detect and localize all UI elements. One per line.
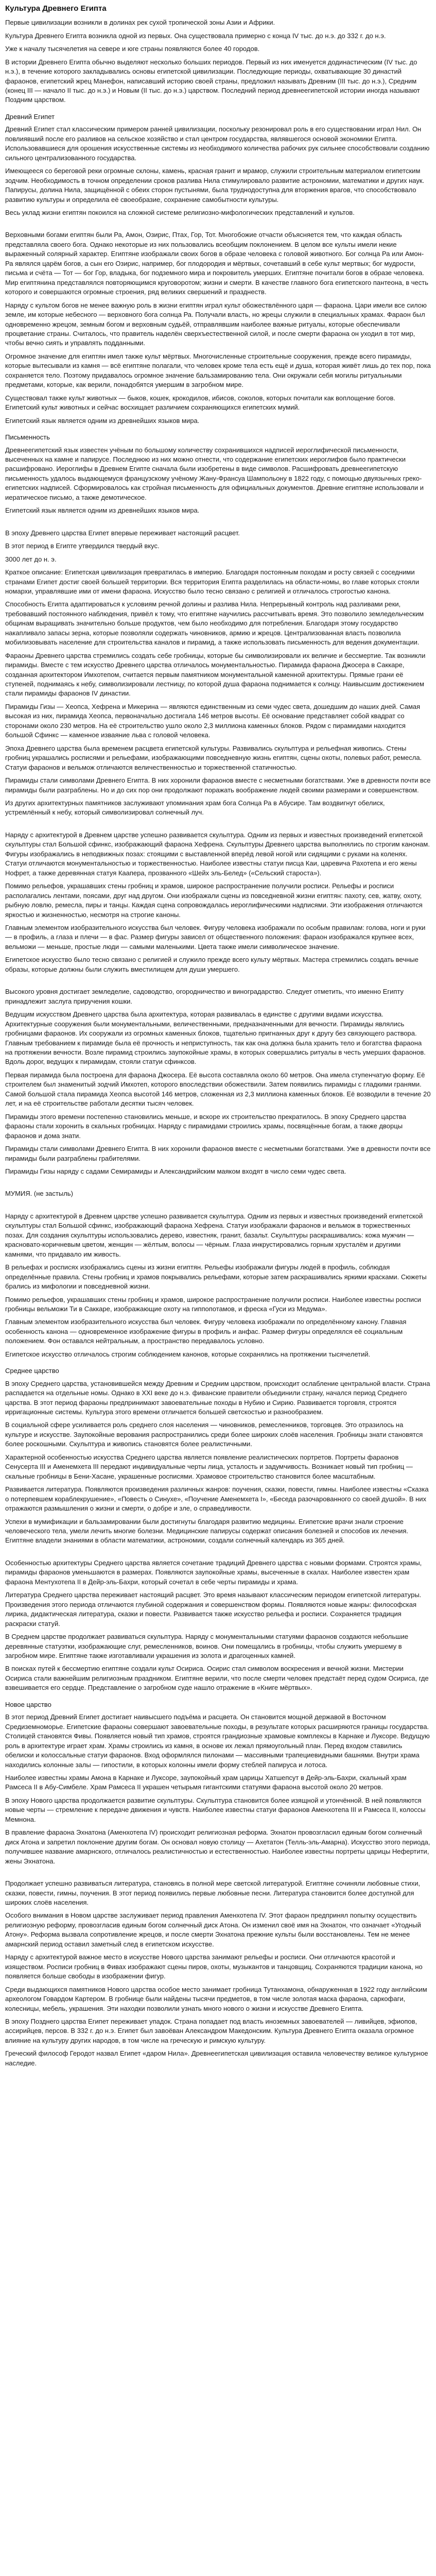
section-paragraph: Развивается литература. Появляются произведения различных жанров: поучения, сказки, повести, гимны. Наиболее известны «Сказка о потерпевшем кораблекрушение», «Повесть о Синухе», «Поучение Аменемхета I», «Беседа разочарованного со своей душой». В них отражаются размышления о жизни и смерти, о добре и зле, о справедливости.: [5, 1485, 429, 1513]
section-paragraph: Весь уклад жизни египтян покоился на сложной системе религиозно-мифологических представлений и культов.: [5, 209, 355, 216]
section-paragraph: В правление фараона Эхнатона (Аменхотепа IV) происходит религиозная реформа. Эхнатон провозгласил единым богом солнечный диск Атона и запретил поклонение другим богам. Он основал новую столицу — Ахетатон (Телль-эль-Амарна). Искусство этого периода, получившее название амарнского, отличалось реалистичностью и естественностью. Наиболее известны портреты царицы Нефертити, жены Эхнатона.: [5, 1828, 430, 1865]
section-paragraph: Египетский язык является одним из древнейших языков мира.: [5, 416, 200, 425]
section-paragraph: Древний Египет стал классическим примером ранней цивилизации, поскольку резонировал роль в его существовании играл Нил. Он повлиявший после его разливов на сельское хозяйство и стал центром государства, являвшегося основой экономики Египта. Использовавшиеся для орошения искусственные системы из необходимого количества рабочих рук сильнее способствовали созданию сильного централизованного государства.: [5, 125, 430, 162]
section-paragraph: Главным элементом изобразительного искусства был человек. Фигуру человека изображали по определённому канону. Главная особенность канона — одновременное изображение фигуры в профиль и анфас. Размер фигуры определялся её социальным положением. Фон оставался нейтральным, а пространство передавалось условно.: [5, 1318, 407, 1345]
section-paragraph: В эпоху Нового царства продолжается развитие скульптуры. Скульптура становится более изящной и утончённой. В ней появляются новые черты — стремление к передаче движения и чувств. Наиболее известны статуи фараонов Аменхотепа III и Рамсеса II, колоссы Мемнона.: [5, 1796, 426, 1823]
content-section: [5, 433, 431, 516]
section-paragraph: В эпоху Древнего царства Египет впервые переживает настоящий расцвет.: [5, 529, 240, 537]
document-title: Культура Древнего Египта: [5, 4, 107, 13]
section-heading: Древний Египет: [5, 112, 55, 121]
content-section: [5, 1202, 431, 1359]
section-paragraph: Египетское искусство было тесно связано с религией и служило прежде всего культу мёртвых. Мастера стремились создать вечные образы, которые должны были служить вместилищем для души умершего.: [5, 956, 418, 973]
section-paragraph: Среди выдающихся памятников Нового царства особое место занимает гробница Тутанхамона, обнаруженная в 1922 году английским археологом Говардом Картером. В гробнице были найдены тысячи предметов, в том числе золотая маска фараона, саркофаги, колесницы, мебель, украшения. Эти находки позволили узнать много нового о жизни и искусстве Древнего Египта.: [5, 1985, 427, 2012]
section-paragraph: Наряду с архитектурой в Древнем царстве успешно развивается скульптура. Одним из первых и известных произведений египетской скульптуры стал Большой сфинкс, изображающий фараона Хефрена. Скульптуры Древнего царства выполнялись по строгим канонам. Фигуры изображались в неподвижных позах: стоящими с выставленной вперёд левой ногой или сидящими с руками на коленях. Статуи отличаются монументальностью и торжественностью. Наиболее известны статуи писца Каи, царевича Рахотепа и его жены Нофрет, а также деревянная статуя Каапера, прозванного «Шейх эль-Белед» («Сельский староста»).: [5, 831, 430, 877]
content-section: [5, 1700, 431, 1866]
section-paragraph: Верховными богами египтян были Ра, Амон, Озирис, Птах, Гор, Тот. Многобожие отчасти объясняется тем, что каждая область представляла своего бога. Однако некоторые из них пользовались всеобщим поклонением. В целом все культы имели некие выраженный солярный характер. Египтяне изображали своих богов в образе человека с головой животного. Бог солнца Ра или Амон-Ра являлся царём богов, а сын его Озирис, например, бог плодородия и мёртвых, сочетавший в себе культ мертвых; бог мудрости, письма и счёта — Тот — бог Гор, владыка, бог подземного мира и покровитель умерших. Египтяне почитали богов в образе человека. Мир египтянина представлялся повторяющимся круговоротом; жизни и смерти. В качестве главного бога египетского пантеона, в честь которого и совершаются огромные строения, ряд великих свершений и празднеств.: [5, 231, 428, 296]
section-spacer: [5, 519, 431, 529]
section-paragraph: Пирамиды Гизы наряду с садами Семирамиды и Александрийским маяком входят в число семи чудес света.: [5, 1167, 346, 1175]
section-spacer: [5, 1202, 431, 1212]
section-paragraph: В рельефах и росписях изображались сцены из жизни египтян. Рельефы изображали фигуры людей в профиль, соблюдая определённые правила. Стены гробниц и храмов покрывались рельефами, которые затем раскрашивались яркими красками. Сюжеты брались из мифологии и повседневной жизни.: [5, 1263, 427, 1291]
section-spacer: [5, 1870, 431, 1879]
content-section: [5, 519, 431, 818]
section-paragraph: Особого внимания в Новом царстве заслуживает период правления Аменхотепа IV. Этот фараон предпринял попытку осуществить религиозную реформу, провозгласив единым богом солнечный диск Атона. Он изменил своё имя на Эхнатон, что означает «Угодный Атону». Реформа вызвала сопротивление жрецов, и после смерти Эхнатона прежние культы были восстановлены. Тем не менее амарнский период оставил заметный след в египетском искусстве.: [5, 1911, 421, 1948]
section-paragraph: Способность Египта адаптироваться к условиям речной долины и разлива Нила. Непрерывный контроль над разливами реки, требовавший постоянного наблюдения, привёл к тому, что египтяне научились рассчитывать время. Это позволило земледельческим общинам выращивать значительно больше продуктов, чем было необходимо для потребления. Благодаря этому государство накапливало запасы зерна, которые позволяли содержать чиновников, армию и жрецов. Централизованная власть позволила мобилизовывать население для строительства каналов и пирамид, а также использовать письменность для ведения документации.: [5, 600, 424, 647]
section-paragraph: Пирамиды стали символами Древнего Египта. В них хоронили фараонов вместе с несметными богатствами. Уже в древности почти все пирамиды были разграблены грабителями.: [5, 1145, 431, 1162]
intro-paragraph: Культура Древнего Египта возникла одной из первых. Она существовала примерно с конца IV тыс. до н.э. до 332 г. до н.э.: [5, 31, 386, 40]
section-paragraph: Пирамиды стали символами Древнего Египта. В них хоронили фараонов вместе с несметными богатствами. Уже в древности почти все пирамиды были разграблены. Но и до сих пор они продолжают поражать воображение людей своими размерами и совершенством.: [5, 776, 431, 794]
section-spacer: [5, 221, 431, 230]
section-paragraph: Характерной особенностью искусства Среднего царства является появление реалистических портретов. Портреты фараонов Сенусерта III и Аменемхета III передают индивидуальные черты лица, усталость и задумчивость. Возникает новый тип гробниц — скальные гробницы в Бени-Хасане, украшенные росписями. Храмовое строительство становится более масштабным.: [5, 1453, 413, 1480]
section-paragraph: Из других архитектурных памятников заслуживают упоминания храм бога Солнца Ра в Абусире. Там воздвигнут обелиск, устремлённый к небу, который символизировал солнечный луч.: [5, 799, 385, 817]
section-paragraph: Огромное значение для египтян имел также культ мёртвых. Многочисленные строительные сооружения, прежде всего пирамиды, которые вытесывали из камня — всё египтяне полагали, что человек кроме тела есть ещё и душа, которая живёт лишь до тех пор, пока сохраняется тело. Поэтому придавалось огромное значение бальзамированию тела. Они окружали себя могилы ритуальными предметами, которые, как верили, понадобятся умершим в загробном мире.: [5, 352, 431, 389]
section-spacer: [5, 821, 431, 831]
section-paragraph: Особенностью архитектуры Среднего царства является сочетание традиций Древнего царства с новыми формами. Строятся храмы, пирамиды фараонов уменьшаются в размерах. Появляются заупокойные храмы, высеченные в скалах. Наиболее известен храм фараона Ментухотепа II в Дейр-эль-Бахри, который сочетал в себе черты пирамиды и храма.: [5, 1558, 422, 1586]
section-paragraph: Ведущим искусством Древнего царства была архитектура, которая развивалась в единстве с другими видами искусства. Архитектурные сооружения были монументальными, величественными, предназначенными для вечности. Пирамиды являлись гробницами фараонов. Их сооружали из огромных каменных блоков, тщательно пригнанных друг к другу без связующего раствора. Главным требованием к пирамиде была её прочность и неприступность, так как она должна была хранить тело и богатства фараона на протяжении вечности. Возле пирамид строились заупокойные храмы, в которых совершались ритуалы в честь умерших фараонов. Вдоль дорог, ведущих к пирамидам, стояли статуи сфинксов.: [5, 1010, 426, 1066]
section-paragraph: Наиболее известны храмы Амона в Карнаке и Луксоре, заупокойный храм царицы Хатшепсут в Дейр-эль-Бахри, скальный храм Рамсеса II в Абу-Симбеле. Храм Рамсеса II украшен четырьмя гигантскими статуями фараона высотой около 20 метров.: [5, 1773, 407, 1791]
section-paragraph: Существовал также культ животных — быков, кошек, крокодилов, ибисов, соколов, которых почитали как воплощение богов. Египетский культ животных и сейчас восхищает различием сохраняющихся египетских мумий.: [5, 394, 396, 412]
section-paragraph: В социальной сфере усиливается роль среднего слоя населения — чиновников, ремесленников, торговцев. Это отразилось на культуре и искусстве. Заупокойные верования распространились среди более широких слоёв населения. Гробницы знати становятся более роскошными. Скульптура и живопись становятся более реалистичными.: [5, 1421, 423, 1448]
section-paragraph: Имеющееся со береговой реки огромные склоны, камень, красная гранит и мрамор, служили строительным материалом египетским зодчим. Необходимость в точном определении сроков разлива Нила стимулировало развитие астрономии, математики и других наук. Папирусы, долина Нила, защищённой с обеих сторон пустынями, была труднодоступна для вторжения врагов, что способствовало развитию культуры и определила её своеобразие, сохранение самобытности культуры.: [5, 167, 425, 204]
intro-paragraph: В истории Древнего Египта обычно выделяют несколько больших периодов. Первый из них именуется додинастическим (IV тыс. до н.э.), в течение которого закладывались основы египетской цивилизации. Последующие периоды, охватывающие 30 династий фараонов, египетский жрец Манефон, написавший историю своей страны, предложил называть Древним (III тыс. до н.э.), Средним (конец III — начало II тыс. до н.э.) и Новым (II тыс. до н.э.) царством. Последний период древнеегипетской истории иногда называют Поздним царством.: [5, 58, 420, 104]
content-section: [5, 221, 431, 426]
section-paragraph: В эпоху Позднего царства Египет переживает упадок. Страна попадает под власть иноземных завоевателей — ливийцев, эфиопов, ассирийцев, персов. В 332 г. до н.э. Египет был завоёван Александром Македонским. Культура Древнего Египта оказала огромное влияние на культуру других народов, в том числе на греческую и римскую культуру.: [5, 2017, 417, 2044]
section-paragraph: Пирамиды Гизы — Хеопса, Хефрена и Микерина — являются единственным из семи чудес света, дошедшим до наших дней. Самая высокая из них, пирамида Хеопса, первоначально достигала 146 метров высоты. Её основание представляет собой квадрат со сторонами около 230 метров. На её строительство ушло около 2,3 миллиона каменных блоков. Рядом с пирамидами находится большой Сфинкс — каменное изваяние льва с головой человека.: [5, 702, 421, 739]
intro-paragraph: Уже к началу тысячелетия на севере и юге страны появляются более 40 городов.: [5, 45, 260, 53]
content-section: [5, 1870, 431, 2068]
section-paragraph: Краткое описание: Египетская цивилизация превратилась в империю. Благодаря постоянным походам и росту связей с соседними странами Египет достиг своей большей территории. Вся территория Египта разделилась на области-номы, во главе которых стояли номархи, управлявшие ими от имени фараона. Искусство было тесно связано с религией и отличалось строгостью канона.: [5, 568, 420, 595]
section-paragraph: Наряду с культом богов не менее важную роль в жизни египтян играл культ обожествлённого царя — фараона. Цари имели все силою земле, им которые небесного — верховного бога солнца Ра. Получали власть, но жрецы служили в специальных храмах. Фараон был одновременно жрецом, земным богом и верховным судьёй, отправлявшим наиболее важные ритуалы, которые обеспечивали процветание страны. Считалось, что правитель наделён сверхъестественной силой, и после смерти фараона он уходил в тот мир, чтобы вечно сиять и управлять подданными.: [5, 301, 427, 347]
section-paragraph: В Среднем царстве продолжает развиваться скульптура. Наряду с монументальными статуями фараонов создаются небольшие деревянные статуэтки, изображающие слуг, ремесленников, воинов. Они помещались в гробницы, чтобы служить умершему в загробном мире. Египтяне также изготавливали украшения из золота и драгоценных камней.: [5, 1633, 409, 1659]
content-section: [5, 821, 431, 974]
content-section: [5, 1180, 431, 1198]
section-paragraph: 3000 лет до н. э.: [5, 555, 57, 563]
section-spacer: [5, 1180, 431, 1189]
section-spacer: [5, 1549, 431, 1558]
section-paragraph: В этот период Древний Египет достигает наивысшего подъёма и расцвета. Он становится мощной державой в Восточном Средиземноморье. Египетские фараоны совершают завоевательные походы, в результате которых расширяются границы государства. Столицей становятся Фивы. Появляется новый тип храмов, строятся грандиозные храмовые комплексы в Карнаке и Луксоре. Ведущую роль в архитектуре играет храм. Храмы строились из камня, в основе их лежал прямоугольный план. Перед входом ставились обелиски и колоссальные статуи фараонов. Вход оформлялся пилонами — массивными трапециевидными башнями. Внутри храма находились колонные залы — гипостили, в которых колонны имели форму стеблей папируса и лотоса.: [5, 1713, 430, 1769]
section-heading: Письменность: [5, 433, 50, 442]
section-paragraph: МУМИЯ. (не застыль): [5, 1190, 73, 1198]
sections-container: [5, 112, 431, 2068]
section-paragraph: Фараоны Древнего царства стремились создать себе гробницы, которые бы символизировали их величие и бессмертие. Так возникли пирамиды. Вместе с тем искусство Древнего царства отличалось монументальностью. Пирамида фараона Джосера в Саккаре, созданная архитектором Имхотепом, считается первым памятником монументальной каменной архитектуры. Прямые грани её ступеней, поднимаясь к небу, символизировали лестницу, по которой душа фараона поднимается к солнцу. Наивысшим достижением стали пирамиды фараонов IV династии.: [5, 651, 426, 698]
section-paragraph: Древнеегипетский язык известен учёным по большому количеству сохранившихся надписей иероглифической письменности, высеченных на камне и папирусе. Последнюю из них можно отнести, что содержание египетских иероглифов было практически расшифровано. Иероглифы в Древнем Египте сначала были изобретены в виде символов. Расшифровать древнеегипетскую письменность удалось выдающемуся французскому учёному Жану-Франсуа Шампольону в 1822 году, с помощью двуязычных греко-египетских надписей. Сформировалось как стройная письменность для официальных документов. Древние египтяне использовали и иератическое письмо, а также демотическое.: [5, 446, 424, 501]
section-paragraph: Наряду с архитектурой важное место в искусстве Нового царства занимают рельефы и росписи. Они отличаются красотой и изяществом. Росписи гробниц в Фивах изображают сцены пиров, охоты, музыкантов и танцовщиц. Сохраняются традиции канона, но появляется больше свободы в изображении фигур.: [5, 1953, 423, 1980]
section-paragraph: Литература Среднего царства переживает настоящий расцвет. Это время называют классическим периодом египетской литературы. Произведения этого периода отличаются глубиной содержания и совершенством формы. Появляются новые жанры: философская лирика, дидактическая литература, сказки и повести. Развивается также искусство рельефа и росписи. Сохраняется традиция раскраски статуй.: [5, 1591, 422, 1628]
section-paragraph: Помимо рельефов, украшавших стены гробниц и храмов, широкое распространение получили росписи. Рельефы и росписи располагались лентами, поясами, друг над другом. Они изображали сцены из повседневной жизни египтян: пахоту, сев, жатву, охоту, рыбную ловлю, ремесла, пиры и танцы. Каждая сцена сопровождалась иероглифическими надписями. Эти изображения отличаются яркостью и жизненностью, несмотря на строгие каноны.: [5, 882, 423, 919]
section-paragraph: Наряду с архитектурой в Древнем царстве успешно развивается скульптура. Одним из первых и известных произведений египетской скульптуры стал Большой сфинкс, изображающий фараона Хефрена. Статуи изображали фараонов и вельмож в торжественных позах. Для создания скульптуры использовались дерево, известняк, гранит, базальт. Скульптуры раскрашивались: кожа мужчин — красновато-коричневым цветом, женщин — жёлтым, волосы — чёрным. Глаза инкрустировались горным хрусталём и другими камнями, что придавало им живость.: [5, 1212, 423, 1258]
section-heading: Среднее царство: [5, 1367, 59, 1375]
content-section: [5, 1366, 431, 1546]
section-paragraph: В этот период в Египте утвердился твердый вкус.: [5, 542, 160, 550]
section-paragraph: Высокого уровня достигает земледелие, садоводство, огородничество и виноградарство. Следует отметить, что именно Египту принадлежит заслуга приручения кошки.: [5, 988, 404, 1005]
intro-section: [5, 18, 431, 105]
section-spacer: [5, 978, 431, 987]
section-heading: Новое царство: [5, 1700, 51, 1708]
section-paragraph: Эпоха Древнего царства была временем расцвета египетской культуры. Развивались скульптура и рельефная живопись. Стены гробниц украшались росписями и рельефами, изображающими повседневную жизнь египтян, сцены охоты, полевых работ, ремесла. Статуи фараонов и вельмож отличаются величественностью и торжественной статичностью.: [5, 744, 422, 771]
intro-paragraph: Первые цивилизации возникли в долинах рек сухой тропической зоны Азии и Африки.: [5, 19, 275, 27]
section-paragraph: В эпоху Среднего царства, установившейся между Древним и Средним царством, происходит ослабление центральной власти. Страна распадается на отдельные номы. Однако в XXI веке до н.э. фиванские правители объединили страну, начался период Среднего царства. В этот период фараоны предпринимают завоевательные походы в Нубию и Сирию. Развивается торговля, строятся ирригационные системы. Культура этого времени отличается большей светскостью и разнообразием.: [5, 1379, 430, 1416]
section-paragraph: Продолжает успешно развиваться литература, становясь в полной мере светской литературой. Египтяне сочиняли любовные стихи, сказки, повести, гимны, поучения. В этот период появились первые любовные песни. Литература становится более доступной для широких слоёв населения.: [5, 1879, 421, 1906]
section-paragraph: В поисках путей к бессмертию египтяне создали культ Осириса. Осирис стал символом воскресения и вечной жизни. Мистерии Осириса стали важнейшим религиозным праздником. Египтяне верили, что после смерти человек предстаёт перед судом Осириса, где взвешивается его сердце. Представление о загробном суде нашло отражение в «Книге мёртвых».: [5, 1665, 429, 1692]
section-paragraph: Главным элементом изобразительного искусства был человек. Фигуру человека изображали по особым правилам: голова, ноги и руки — в профиль, а глаза и плечи — в фас. Размер фигуры зависел от общественного положения: фараон изображался крупнее всех, вельможи — меньше, простые люди — самыми маленькими. Цвета также имели символическое значение.: [5, 924, 426, 951]
section-paragraph: Греческий философ Геродот назвал Египет «даром Нила». Древнеегипетская цивилизация оставила человечеству великое культурное наследие.: [5, 2049, 428, 2067]
section-paragraph: Успехи в мумификации и бальзамировании были достигнуты благодаря развитию медицины. Египетские врачи знали строение человеческого тела, умели лечить многие болезни. Медицинские папирусы содержат описания болезней и способов их лечения. Египтяне владели знаниями в области математики, астрономии, создали солнечный календарь из 365 дней.: [5, 1517, 408, 1545]
content-section: [5, 1549, 431, 1693]
section-paragraph: Первая пирамида была построена для фараона Джосера. Её высота составляла около 60 метров. Она имела ступенчатую форму. Её строителем был знаменитый зодчий Имхотеп, которого впоследствии обожествили. Затем появились пирамиды с гладкими гранями. Самой большой стала пирамида Хеопса высотой 146 метров, сложенная из 2,3 миллиона каменных блоков. Её возводили в течение 20 лет, и на её строительстве работали десятки тысяч человек.: [5, 1071, 431, 1108]
section-paragraph: Египетский язык является одним из древнейших языков мира.: [5, 506, 200, 515]
content-section: [5, 978, 431, 1176]
section-paragraph: Помимо рельефов, украшавших стены гробниц и храмов, широкое распространение получили росписи. Наиболее известны росписи гробницы вельможи Ти в Саккаре, изображающие охоту на гиппопотамов, и фреска «Гуси из Медума».: [5, 1295, 421, 1313]
content-section: [5, 112, 431, 218]
section-paragraph: Пирамиды этого времени постепенно становились меньше, и вскоре их строительство прекратилось. В эпоху Среднего царства фараоны стали хоронить в скальных гробницах. Наряду с пирамидами строились храмы, посвящённые богам, а также дворцы фараонов и дома знати.: [5, 1112, 406, 1140]
section-paragraph: Египетское искусство отличалось строгим соблюдением канонов, которые сохранялись на протяжении тысячелетий.: [5, 1350, 371, 1358]
